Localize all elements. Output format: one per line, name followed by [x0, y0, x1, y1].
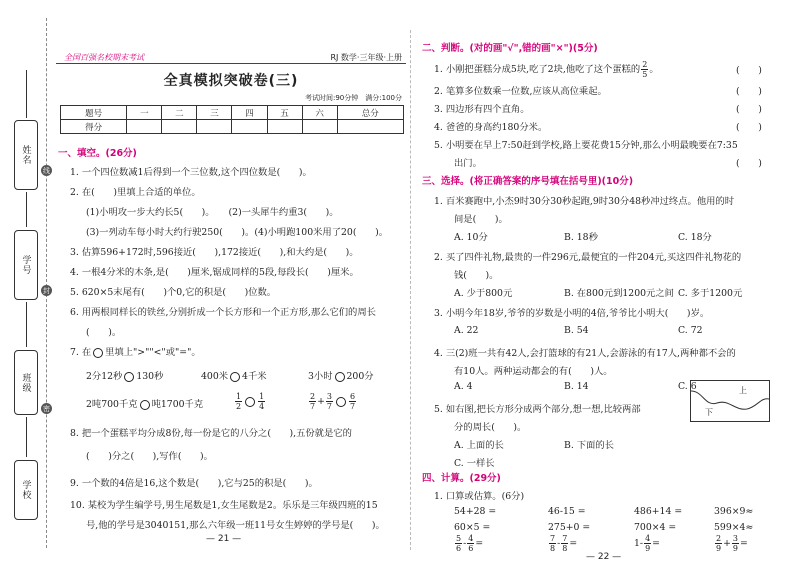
choice-option[interactable]: B. 在800元到1200元之间: [564, 288, 674, 299]
numerator: 3: [732, 534, 738, 543]
fraction: [644, 534, 651, 553]
compare-right: 200分: [346, 371, 374, 382]
circle-blank[interactable]: [93, 348, 103, 358]
score-input-cell[interactable]: [127, 120, 162, 134]
choice-option[interactable]: C. 多于1200元: [678, 288, 743, 299]
cut-line: [46, 18, 47, 548]
choice-question: 分的周长( )。: [454, 422, 527, 433]
choice-question: 间是( )。: [454, 214, 508, 225]
question-text: 里填上">""<"或"="。: [105, 347, 201, 358]
question-line: 4. 一根4分米的木条,是( )厘米,锯成同样的5段,每段长( )厘米。: [70, 267, 359, 278]
score-input-cell[interactable]: [197, 120, 232, 134]
rectangle-diagram: [690, 380, 770, 422]
calc-item[interactable]: 396×9≈: [714, 506, 754, 517]
table-cell: 四: [232, 106, 267, 120]
choice-question: 5. 如右图,把长方形分成两个部分,想一想,比较两部: [434, 404, 641, 415]
compare-right: 130秒: [136, 371, 164, 382]
circle-blank[interactable]: [336, 397, 346, 407]
seal-mark: 封: [43, 286, 50, 295]
score-table-header-row: [61, 106, 404, 120]
page-number: — 22 —: [586, 552, 622, 562]
page-21: [56, 0, 406, 565]
choice-option[interactable]: A. 4: [454, 381, 473, 392]
choice-question: 有10人。两种运动都会的有( )人。: [454, 366, 613, 377]
choice-option[interactable]: A. 10分: [454, 232, 488, 243]
section-heading: 三、选择。(将正确答案的序号填在括号里)(10分): [422, 176, 634, 187]
calc-item[interactable]: 1- $\frac{4}{9}$ =: [634, 534, 660, 553]
judge-item: 3. 四边形有四个直角。: [434, 104, 530, 115]
answer-bracket[interactable]: ( ): [736, 104, 762, 115]
choice-question: 4. 三(2)班一共有42人,会打篮球的有21人,会游泳的有17人,两种都不会的: [434, 348, 736, 359]
compare-item: [201, 368, 267, 382]
compare-item: [86, 368, 163, 382]
seal-mark: 线: [43, 166, 50, 175]
question-line: 2. 在( )里填上合适的单位。: [70, 187, 201, 198]
calc-item[interactable]: 275+0 =: [548, 522, 591, 533]
question-line: 8. 把一个蛋糕平均分成8份,每一份是它的八分之( ),五份就是它的: [70, 428, 352, 439]
binding-margin: [0, 0, 52, 565]
choice-question: 钱( )。: [454, 270, 499, 281]
choice-option[interactable]: C. 6: [678, 381, 697, 392]
class-field[interactable]: [14, 350, 38, 415]
header-rule: [56, 63, 406, 64]
question-line: [70, 344, 201, 358]
choice-option[interactable]: B. 54: [564, 325, 589, 336]
fraction: [561, 534, 568, 553]
calc-item[interactable]: 700×4 =: [634, 522, 677, 533]
divider-line: [26, 302, 27, 347]
choice-option[interactable]: C. 18分: [678, 232, 712, 243]
calc-item[interactable]: 54+28 =: [454, 506, 497, 517]
circle-blank[interactable]: [335, 372, 345, 382]
numerator: 5: [456, 534, 462, 543]
table-cell: 六: [302, 106, 337, 120]
score-input-cell[interactable]: [267, 120, 302, 134]
question-line: 6. 用两根同样长的铁丝,分别折成一个长方形和一个正方形,那么它们的周长: [70, 307, 376, 318]
curve-line: [691, 381, 769, 421]
fraction: [258, 392, 265, 411]
numerator: 1: [259, 392, 265, 401]
choice-question: 3. 小明今年18岁,爷爷的岁数是小明的4倍,爷爷比小明大( )岁。: [434, 308, 710, 319]
diagram-label-top: 上: [739, 386, 747, 395]
section-heading: 四、计算。(29分): [422, 473, 501, 484]
question-line: (1)小明攻一步大约长5( )。 (2)一头犀牛约重3( )。: [86, 207, 339, 218]
calc-item[interactable]: 60×5 =: [454, 522, 491, 533]
table-cell: 五: [267, 106, 302, 120]
exam-time: 考试时间:90分钟 满分:100分: [305, 94, 402, 102]
calc-item[interactable]: $\frac{2}{9}$ + $\frac{3}{9}$ =: [716, 534, 748, 553]
judge-item: 5. 小明要在早上7:50赶到学校,路上要花费15分钟,那么小明最晚要在7:35: [434, 140, 738, 151]
table-cell: 二: [162, 106, 197, 120]
question-line: 10. 某校为学生编学号,男生尾数是1,女生尾数是2。乐乐是三年级四班的15: [70, 500, 378, 511]
calc-item[interactable]: $\frac{5}{6}$ - $\frac{4}{6}$ =: [456, 534, 484, 553]
compare-item: [86, 396, 203, 410]
denominator: 5: [642, 70, 648, 79]
denominator: 9: [716, 544, 722, 553]
compare-item: [308, 368, 374, 382]
compare-item: $\frac{2}{7}$ + $\frac{3}{7}$ $\frac{6}{7}$: [310, 392, 356, 411]
answer-bracket[interactable]: ( ): [736, 65, 762, 76]
question-line: 号,他的学号是3040151,那么六年级一班11号女生婷婷的学号是( )。: [86, 520, 385, 531]
page-divider: [410, 30, 411, 550]
diagram-label-bottom: 下: [705, 408, 713, 417]
seal-mark: 密: [43, 404, 50, 413]
grade-label: RJ 数学·三年级·上册: [330, 53, 402, 62]
school-field[interactable]: [14, 460, 38, 520]
score-table-row: [61, 120, 404, 134]
fraction: [326, 392, 333, 411]
choice-option[interactable]: B. 14: [564, 381, 589, 392]
compare-right: 吨1700千克: [151, 399, 204, 410]
student-id-label: 学号: [20, 255, 31, 275]
answer-bracket[interactable]: ( ): [736, 122, 762, 133]
denominator: 9: [732, 544, 738, 553]
choice-option[interactable]: A. 22: [454, 325, 479, 336]
denominator: 7: [310, 402, 316, 411]
choice-option[interactable]: C. 一样长: [454, 458, 495, 469]
denominator: 8: [562, 544, 568, 553]
fraction: [641, 60, 648, 79]
calc-item[interactable]: 599×4≈: [714, 522, 754, 533]
calc-item[interactable]: 486+14 =: [634, 506, 683, 517]
denominator: 8: [550, 544, 556, 553]
fraction: [549, 534, 556, 553]
fraction: [309, 392, 316, 411]
name-label: 姓名: [20, 145, 31, 165]
score-input-cell[interactable]: [232, 120, 267, 134]
numerator: 7: [550, 534, 556, 543]
choice-option[interactable]: B. 下面的长: [564, 440, 614, 451]
question-line: 3. 估算596+172时,596接近( ),172接近( ),和大约是( )。: [70, 247, 359, 258]
school-label: 学校: [20, 480, 31, 500]
denominator: 6: [456, 544, 462, 553]
question-line: (3)一列动车每小时大约行驶250( )。(4)小明跑100米用了20( )。: [86, 227, 388, 238]
fraction: [235, 392, 242, 411]
numerator: 6: [349, 392, 356, 401]
score-input-cell[interactable]: [337, 120, 403, 134]
numerator: 2: [310, 392, 316, 401]
numerator: 4: [645, 534, 651, 543]
judge-item: 1. 小刚把蛋糕分成5块,吃了2块,他吃了这个蛋糕的 $\frac{2}{5}$ 。: [434, 60, 659, 79]
question-line: 1. 口算或估算。(6分): [434, 491, 525, 502]
score-input-cell[interactable]: [162, 120, 197, 134]
divider-line: [26, 70, 27, 118]
question-line: ( )分之( ),写作( )。: [86, 451, 213, 462]
score-input-cell[interactable]: [302, 120, 337, 134]
denominator: 4: [259, 402, 265, 411]
question-text: 7. 在: [70, 347, 92, 358]
denominator: 7: [349, 402, 356, 411]
table-cell: 总分: [337, 106, 403, 120]
numerator: 2: [716, 534, 722, 543]
question-line: ( )。: [86, 327, 122, 338]
choice-question: 1. 百米赛跑中,小杰9时30分30秒起跑,9时30分48秒冲过终点。他用的时: [434, 196, 735, 207]
section-heading: 二、判断。(对的画"√",错的画"×")(5分): [422, 43, 598, 54]
question-line: 5. 620×5末尾有( )个0,它的积是( )位数。: [70, 287, 277, 298]
numerator: 2: [642, 60, 648, 69]
choice-option[interactable]: A. 上面的长: [454, 440, 504, 451]
judge-item: 出门。: [454, 158, 482, 169]
numerator: 4: [468, 534, 474, 543]
numerator: 1: [236, 392, 242, 401]
whole-number: 1: [634, 538, 640, 549]
compare-left: 3小时: [308, 371, 333, 382]
judge-item: 4. 爸爸的身高约180分米。: [434, 122, 548, 133]
numerator: 7: [562, 534, 568, 543]
answer-bracket[interactable]: ( ): [736, 86, 762, 97]
choice-option[interactable]: C. 72: [678, 325, 703, 336]
compare-right: 4千米: [242, 371, 267, 382]
fraction: [732, 534, 739, 553]
circle-blank[interactable]: [230, 372, 240, 382]
section-heading: 一、填空。(26分): [58, 148, 137, 159]
question-text: 1. 小刚把蛋糕分成5块,吃了2块,他吃了这个蛋糕的: [434, 64, 641, 75]
calc-item[interactable]: 46-15 =: [548, 506, 586, 517]
compare-left: 2吨700千克: [86, 399, 138, 410]
denominator: 2: [236, 402, 242, 411]
compare-left: 400米: [201, 371, 229, 382]
numerator: 3: [326, 392, 332, 401]
choice-question: 2. 买了四件礼物,最贵的一件296元,最便宜的一件204元,买这四件礼物花的: [434, 252, 742, 263]
page-number: — 21 —: [206, 534, 242, 544]
brand-logo-text: 全国百强名校期末考试: [64, 53, 144, 62]
compare-item: [234, 392, 266, 411]
denominator: 9: [645, 544, 651, 553]
choice-option[interactable]: B. 18秒: [564, 232, 598, 243]
table-cell: 一: [127, 106, 162, 120]
table-cell: 三: [197, 106, 232, 120]
circle-blank[interactable]: [124, 372, 134, 382]
page-22: [418, 0, 788, 565]
score-table: [60, 105, 404, 134]
divider-line: [26, 417, 27, 457]
circle-blank[interactable]: [140, 400, 150, 410]
fraction: [467, 534, 474, 553]
circle-blank[interactable]: [245, 397, 255, 407]
fraction: [715, 534, 722, 553]
choice-option[interactable]: A. 少于800元: [454, 288, 513, 299]
answer-bracket[interactable]: ( ): [736, 158, 762, 169]
compare-left: 2分12秒: [86, 371, 123, 382]
question-line: 9. 一个数的4倍是16,这个数是( ),它与25的积是( )。: [70, 478, 318, 489]
student-id-field[interactable]: [14, 230, 38, 300]
denominator: 7: [326, 402, 332, 411]
fraction: [455, 534, 462, 553]
table-cell: 得分: [61, 120, 127, 134]
calc-item[interactable]: $\frac{7}{8}$ - $\frac{7}{8}$ =: [550, 534, 578, 553]
page-title: 全真模拟突破卷(三): [163, 73, 299, 89]
question-line: 1. 一个四位数减1后得到一个三位数,这个四位数是( )。: [70, 167, 312, 178]
table-cell: 题号: [61, 106, 127, 120]
denominator: 6: [468, 544, 474, 553]
judge-item: 2. 笔算多位数乘一位数,应该从高位乘起。: [434, 86, 607, 97]
name-field[interactable]: [14, 120, 38, 190]
divider-line: [26, 192, 27, 227]
class-label: 班级: [20, 372, 31, 393]
fraction: [349, 392, 356, 411]
